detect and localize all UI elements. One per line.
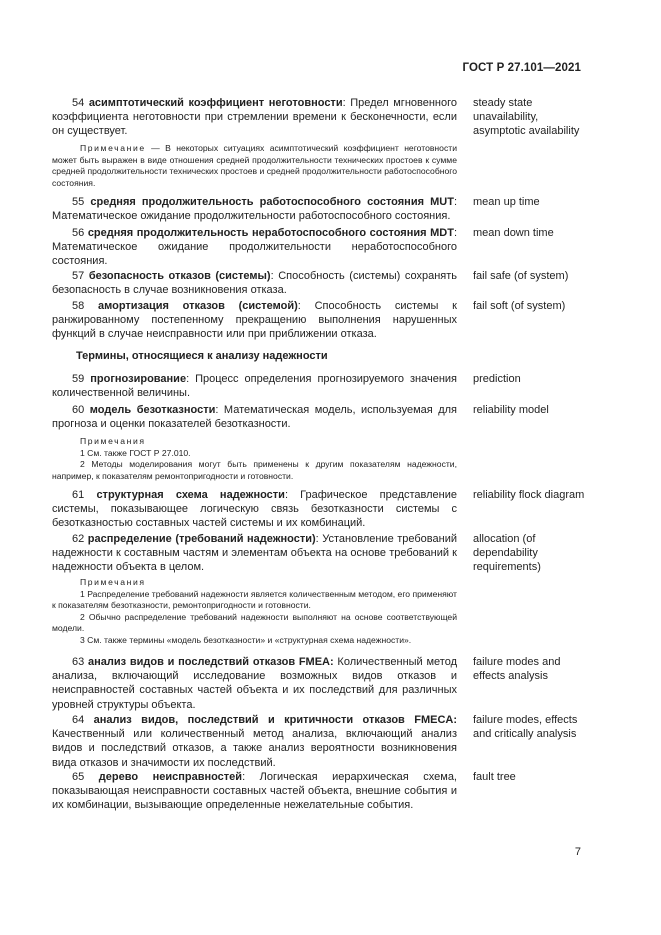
- term-number: 60: [72, 404, 85, 416]
- term-name: распределение (требований надежности): [87, 533, 316, 545]
- term-number: 59: [72, 373, 85, 385]
- term-definition: Качественный или количественный метод анализа, включающий анализ видов и последствий отказов, а также анализ вероятности возникновения вида отказов и значимости их последствий.: [52, 728, 457, 769]
- note-item: 2 Обычно распределение требований надежности выполняют на основе соответствующей модели.: [52, 611, 457, 634]
- term-name: анализ видов и последствий отказов FMEA:: [88, 656, 334, 668]
- term-english-55: mean up time: [473, 196, 540, 208]
- term-english-65: fault tree: [473, 771, 516, 783]
- term-english-63: failure modes and effects analysis: [473, 656, 561, 683]
- term-number: 65: [72, 771, 85, 783]
- term-entry-54: [52, 96, 457, 139]
- term-english-61: reliability flock diagram: [473, 489, 585, 501]
- note-item: 2 Методы моделирования могут быть применены к другим показателям надежности, например, к показателям ремонтопригодности и готовности.: [52, 459, 457, 481]
- note-60: [52, 436, 457, 482]
- document-id-header: ГОСТ Р 27.101—2021: [462, 62, 581, 74]
- term-number: 61: [72, 489, 85, 501]
- term-definition: : Математическая модель, используемая для прогноза и оценки показателей безотказности.: [52, 404, 458, 431]
- term-definition: : Процесс определения прогнозируемого значения количественной величины.: [52, 373, 457, 400]
- term-entry-64: [52, 713, 457, 770]
- term-number: 63: [72, 656, 85, 668]
- note-label: Примечание: [80, 143, 146, 153]
- term-number: 55: [72, 196, 85, 208]
- term-english-57: fail safe (of system): [473, 270, 569, 282]
- term-name: средняя продолжительность работоспособного состояния MUT: [90, 196, 454, 208]
- term-entry-60: [52, 403, 457, 431]
- note-label: Примечания: [80, 436, 146, 446]
- term-name: асимптотический коэффициент неготовности: [88, 97, 343, 109]
- term-name: структурная схема надежности: [96, 489, 285, 501]
- term-definition: : Способность (системы) сохранять безопасность в случае возникновения отказа.: [52, 270, 457, 297]
- note-62: [52, 577, 457, 647]
- term-number: 56: [72, 227, 85, 239]
- term-english-59: prediction: [473, 373, 521, 385]
- term-name: модель безотказности: [89, 404, 216, 416]
- note-text: — В некоторых ситуациях асимптотический коэффициент неготовности может быть выражен в виде отношения средней продолжительности технических простоев к сумме средней продолжительности технических простоев и средней продолжительности работоспособного состояния.: [52, 143, 457, 188]
- term-entry-65: [52, 770, 457, 813]
- term-english-58: fail soft (of system): [473, 300, 566, 312]
- term-entry-56: [52, 226, 457, 269]
- term-english-60: reliability model: [473, 404, 549, 416]
- section-title: Термины, относящиеся к анализу надежности: [76, 350, 328, 362]
- term-name: амортизация отказов (системой): [97, 300, 298, 312]
- term-definition: : Логическая иерархическая схема, показывающая неисправности составных частей объекта, внешние события и их комбинации, вызывающие определенные нежелательные события.: [52, 771, 457, 812]
- term-number: 62: [72, 533, 85, 545]
- term-definition: : Способность системы к ранжированному постепенному прекращению выполнения нарушенных функций в случае неисправности или при приближении отказа.: [52, 300, 457, 341]
- term-name: дерево неисправностей: [98, 771, 243, 783]
- term-english-64: failure modes, effects and critically analysis: [473, 714, 578, 741]
- page-number: 7: [574, 846, 581, 858]
- term-name: прогнозирование: [90, 373, 187, 385]
- term-definition: : Математическое ожидание продолжительности работоспособного состояния.: [52, 196, 457, 223]
- term-entry-58: [52, 299, 457, 342]
- term-number: 54: [72, 97, 85, 109]
- term-entry-55: [52, 195, 457, 223]
- term-definition: : Установление требований надежности к составным частям и элементам объекта на основе требований к надежности объекта в целом.: [52, 533, 457, 574]
- term-definition: : Графическое представление системы, показывающее логическую связь безотказности системы с безотказностью составных частей системы и их комбинаций.: [52, 489, 458, 530]
- note-label: Примечания: [80, 577, 146, 587]
- note-item: 1 См. также ГОСТ Р 27.010.: [80, 447, 191, 458]
- term-entry-61: [52, 488, 457, 531]
- term-definition: : Предел мгновенного коэффициента неготовности при стремлении времени к бесконечности, если он существует.: [52, 97, 457, 138]
- term-entry-59: [52, 372, 457, 400]
- term-number: 58: [72, 300, 85, 312]
- term-english-56: mean down time: [473, 227, 554, 239]
- term-entry-62: [52, 532, 457, 575]
- term-definition: : Математическое ожидание продолжительности неработоспособного состояния.: [52, 227, 457, 268]
- term-name: анализ видов, последствий и критичности отказов FMECA:: [93, 714, 457, 726]
- term-name: безопасность отказов (системы): [88, 270, 271, 282]
- note-item: 1 Распределение требований надежности является количественным методом, его применяют к показателям безотказности, ремонтопригодности и готовности.: [52, 588, 457, 611]
- term-number: 64: [72, 714, 85, 726]
- term-name: средняя продолжительность неработоспособного состояния MDT: [87, 227, 454, 239]
- note-item: 3 См. также термины «модель безотказности» и «структурная схема надежности».: [80, 634, 412, 645]
- term-english-62: allocation (of dependability requirements): [473, 533, 541, 574]
- term-number: 57: [72, 270, 85, 282]
- term-definition: Количественный метод анализа, включающий исследование возможных видов отказов и неисправностей составных частей объекта и их последствий для различных уровней структуры объекта.: [52, 656, 457, 711]
- term-entry-63: [52, 655, 457, 712]
- term-english-54: steady state unavailability, asymptotic availability: [473, 97, 580, 138]
- note-54: [52, 143, 457, 189]
- term-entry-57: [52, 269, 457, 297]
